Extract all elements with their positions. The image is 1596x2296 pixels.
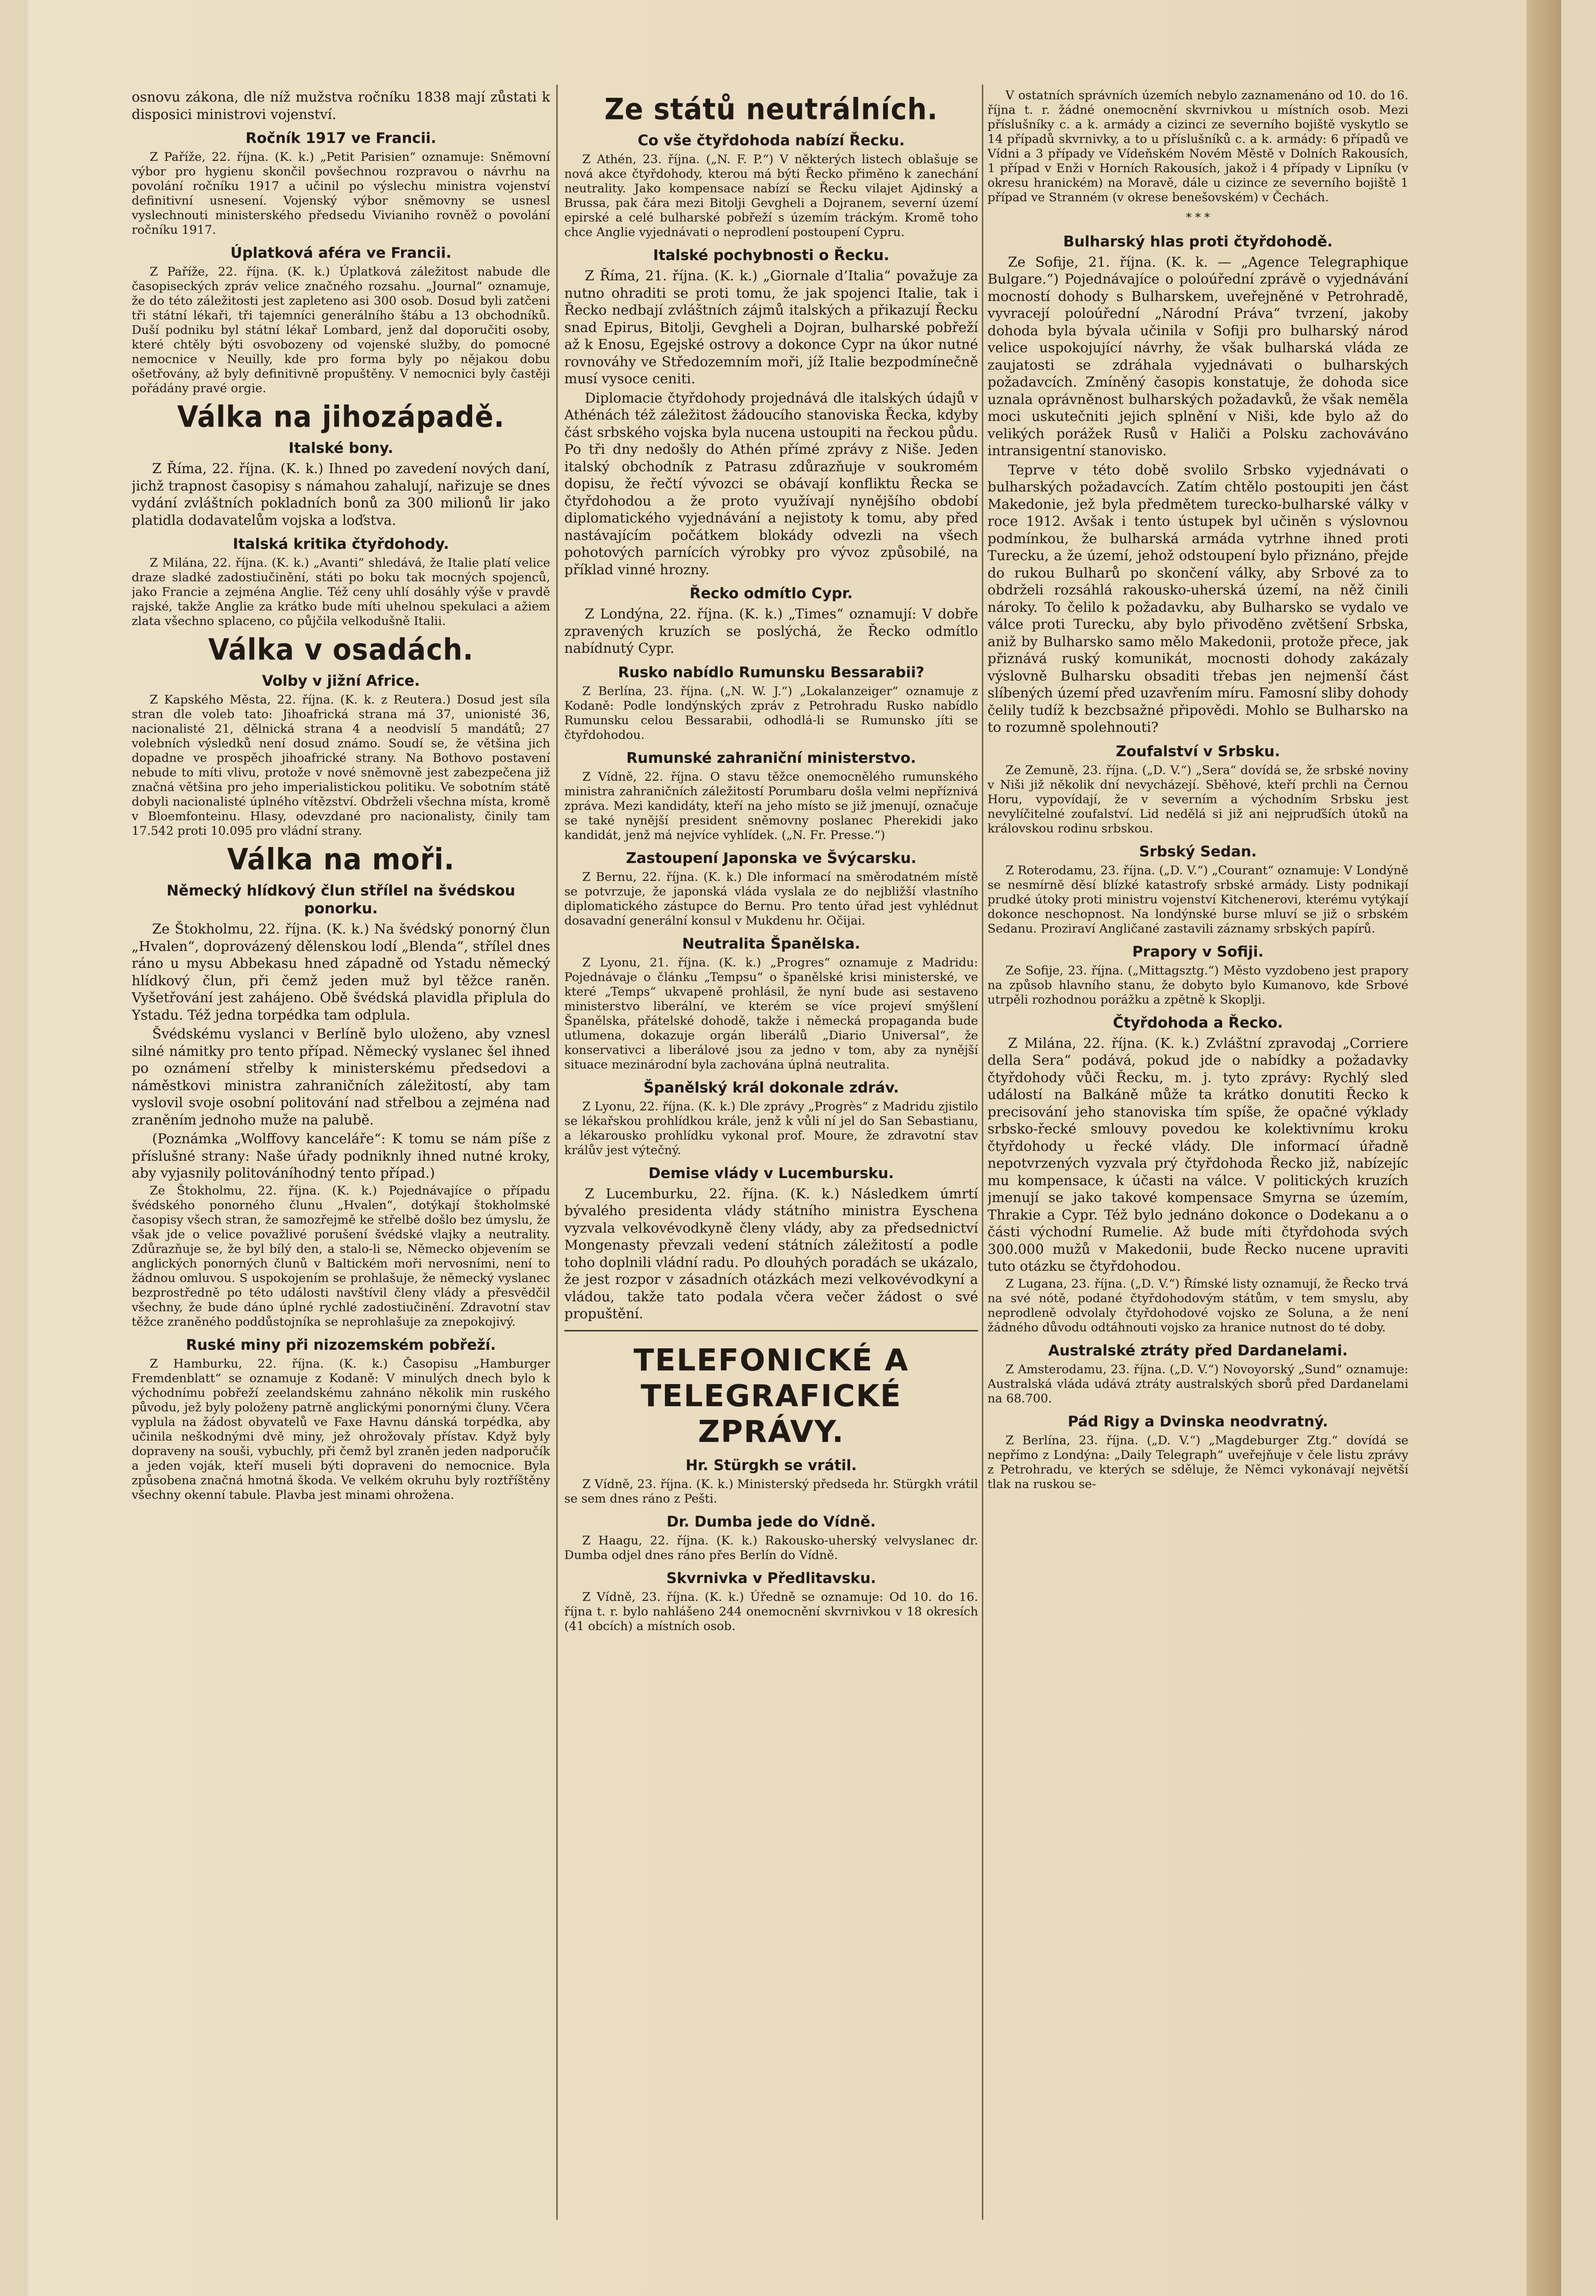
article-heading: Italská kritika čtyřdohody. xyxy=(233,536,449,553)
article-text: Z Lugana, 23. října. („D. V.“) Římské listy oznamují, že Řecko trvá na své nótě, podané čtyřdohodovým státům, v tem smyslu, aby neprodleně odvolaly čtyřdohodové vojsko ze Soluna, a že není žádného důvodu odtáhnouti vojsko za hranice nutnost do té doby. xyxy=(988,1276,1408,1335)
column-1 xyxy=(132,88,550,2214)
article-heading: Úplatková aféra ve Francii. xyxy=(230,245,452,261)
article-text: Z Haagu, 22. října. (K. k.) Rakousko-uherský velvyslanec dr. Dumba odjel dnes ráno přes Berlín do Vídně. xyxy=(564,1533,978,1562)
stars-separator: * * * xyxy=(1185,211,1210,224)
article-heading: Rusko nabídlo Rumunsku Bessarabii? xyxy=(618,664,924,681)
page-edge xyxy=(1526,0,1561,2296)
article-text: Z Lyonu, 22. října. (K. k.) Dle zprávy „Progrès“ z Madridu zjistilo se lékařskou prohlídkou krále, jenž k vůli ní jel do San Sebastianu, a lékarousko prohlídku vykonal prof. Moure, že zdravotní stav králův jest výtečný. xyxy=(564,1099,978,1157)
article-text: Z Kapského Města, 22. října. (K. k. z Reutera.) Dosud jest síla stran dle voleb tato: Jihoafrická strana má 37, unionisté 36, nacionalisté 21, dělnická strana 4 a neodvislí 5 mandátů; 27 volebních výsledků není dosud známo. Soudí se, že většina jich dopadne ve prospěch jihoafrické strany. Na Bothovo postavení nebude to míti vlivu, protože v nové sněmovně jest zabezpečena již značná většina pro jeho imperialistickou politiku. Ve sobotním státě dobyli nacionalisté úplného vítězství. Obdrželi všechna místa, kromě v Bloemfonteinu. Hlasy, odevzdané pro nacionalisty, činily tam 17.542 proti 10.095 pro vládní strany. xyxy=(132,693,550,838)
article-text: (Poznámka „Wolffovy kanceláře“: K tomu se nám píše z příslušné strany: Naše úřady podniknly ihned nutné kroky, aby vyjasnily politováníhodný tento případ.) xyxy=(132,1131,550,1181)
article-heading: Hr. Stürgkh se vrátil. xyxy=(685,1457,857,1474)
article-text: Ze Zemuně, 23. října. („D. V.“) „Sera“ dovídá se, že srbské noviny v Niši již několik dní nevycházejí. Sběhové, kteří prchli na Černou Horu, vypovídají, že v severním a východním Srbsku jest nevylíčitelné zoufalství. Lid nedělá si již ani nejpruďších útoků na královskou rodinu srbskou. xyxy=(988,763,1408,836)
article-text: Diplomacie čtyřdohody projednává dle italských údajů v Athénách též záležitost žádoucího stanoviska Řecka, kdyby část srbského vojska byla nucena ustoupiti na řeckou půdu. Po tři dny nedošly do Athén přímé zprávy z Niše. Jeden italský obchodník z Patrasu zdůrazňuje v soukromém dopisu, že řečtí vývozci se obávají konfliktu Řecka se čtyřdohodou a že proto využívají nynějšího období diplomatického vyjednávání a nejistoty k tomu, aby před nastávajícím počátkem blokády odvezli na všech pohotových parnících výrobky pro vývoz způsobilé, na příklad vinné hrozny. xyxy=(564,389,978,578)
article-heading: Rumunské zahraniční ministerstvo. xyxy=(626,749,916,767)
article-text: Z Lyonu, 21. října. (K. k.) „Progres“ oznamuje z Madridu: Pojednávaje o článku „Tempsu“ o španělské krisi ministerské, ve které „Temps“ ukvapeně prohlásil, že nyní bude asi sestaveno ministerstvo liberální, ve kterém se více projeví smýšlení Španělska, přátelské dohodě, takže i německá propaganda bude utlumena, dokazuje orgán liberálů „Diario Universal“, že konservativci a liberálové jsou za jedno v tom, aby za nynější situace mezinárodní byla zachována úplná neutralita. xyxy=(564,955,978,1072)
article-text: Z Vídně, 23. října. (K. k.) Ministerský předseda hr. Stürgkh vrátil se sem dnes ráno z Pešti. xyxy=(564,1477,978,1506)
article-heading: Neutralita Španělska. xyxy=(682,935,861,952)
telegraph-section-heading: TELEFONICKÉ A TELEGRAFICKÉ ZPRÁVY. xyxy=(633,1343,909,1449)
article-text: Z Vídně, 23. října. (K. k.) Úředně se oznamuje: Od 10. do 16. října t. r. bylo nahlášeno 244 onemocnění skvrnivkou v 18 okresích (41 obcích) a místních osob. xyxy=(564,1590,978,1633)
article-heading: Co vše čtyřdohoda nabízí Řecku. xyxy=(638,132,905,149)
article-heading: Ročník 1917 ve Francii. xyxy=(245,130,436,147)
column-3 xyxy=(988,88,1408,2214)
column-rule xyxy=(982,85,983,2220)
article-heading: Řecko odmítlo Cypr. xyxy=(689,585,853,602)
article-heading: Volby v jižní Africe. xyxy=(262,673,420,689)
section-heading: Ze států neutrálních. xyxy=(604,92,938,127)
article-text: Z Bernu, 22. října. (K. k.) Dle informací na směrodatném místě se potvrzuje, že japonská vláda vyslala ze do nejbližší vlastního diplomatického zástupce do Bernu. Pro tento úřad jest vyhlédnut dosavadní generální konsul v Mukdenu hr. Očijai. xyxy=(564,870,978,928)
article-text: Z Amsterodamu, 23. října. („D. V.“) Novoyorský „Sund“ oznamuje: Australská vláda udává ztráty australských sborů před Dardanelami na 68.700. xyxy=(988,1362,1408,1406)
column-rule xyxy=(556,85,558,2220)
article-text: Z Vídně, 22. října. O stavu těžce onemocnělého rumunského ministra zahraničních záležitostí Porumbaru došla velmi nepříznivá zpráva. Mezi kandidáty, kteří na jeho místo se již jmenují, označuje se také nynější president sněmovny poslanec Pherekidi jako kandidát, jenž má nejvíce vyhlídek. („N. Fr. Presse.“) xyxy=(564,769,978,842)
article-text: Ze Štokholmu, 22. října. (K. k.) Na švédský ponorný člun „Hvalen“, doprovázený dělenskou lodí „Blenda“, střílel dnes ráno u mysu Abbekasu hned západně od Ystadu německý hlídkový člun, při čemž jeden muž byl těžce raněn. Vyšetřování jest zahájeno. Obě švédská plavidla připlula do Ystadu. Též jedna torpédka tam odplula. xyxy=(132,921,550,1023)
article-heading: Zastoupení Japonska ve Švýcarsku. xyxy=(626,849,917,867)
article-text: Z Paříže, 22. října. (K. k.) Úplatková záležitost nabude dle časopiseckých zpráv velice značného rozsahu. „Journal“ oznamuje, že do této záležitosti jest zapleteno asi 300 osob. Dosud byli zatčeni tři státní lékaři, tři tajemníci generálního štábu a 13 obchodníků. Duší podniku byl státní lékař Lombard, jenž dal doporučiti osoby, které chtěly býti osvobozeny od vojenské služby, do pomocné nemocnice v Neuilly, kde pro forma byly po nějakou dobu ošetřovány, až byly definitivně propuštěny. V nemocnici byly častěji pořádány pravé orgie. xyxy=(132,265,550,396)
article-heading: Italské bony. xyxy=(288,440,394,457)
article-text: Z Athén, 23. října. („N. F. P.“) V některých listech oblašuje se nová akce čtyřdohody, kterou má býti Řecko přiměno k zanechání neutrality. Jako kompensace nabízí se Řecku vilajet Ajdinský a Brussa, pak čára mezi Bitolji Gevgheli a Dojranem, severní území epirské a celé bulharské pobřeží s územím tráckým. Kromě toho chce Anglie vyjednávati o neprodlení postoupení Cypru. xyxy=(564,152,978,239)
article-heading: Demise vlády v Lucembursku. xyxy=(648,1164,894,1182)
article-heading: Pád Rigy a Dvinska neodvratný. xyxy=(1067,1413,1328,1430)
article-heading: Skvrnivka v Předlitavsku. xyxy=(666,1569,876,1587)
article-heading: Australské ztráty před Dardanelami. xyxy=(1048,1342,1348,1359)
article-text: Ze Štokholmu, 22. října. (K. k.) Pojednávajíce o případu švédského ponorného člunu „Hvalen“, dotýkají štokholmské časopisy všech stran, že samozřejmě ke střelbě došlo bez úmyslu, že však jde o velice považlivé porušení švédské vlajky a neutrality. Zdůrazňuje se, že byl bílý den, a stalo-li se, Německo objevením se anglických ponorných člunů v Baltickém moři nervosními, není to žádnou omluvou. S uspokojením se prohlašuje, že německý vyslanec bezprostředně po této události navštívil členy vlády a přesvědčil všechny, že bude dáno úplné rychlé zadostiučinění. Zdravotní stav těžce zraněného poddůstojníka se neprohlašuje za znepokojivý. xyxy=(132,1183,550,1329)
article-heading: Španělský král dokonale zdráv. xyxy=(643,1079,899,1096)
article-text: Z Milána, 22. října. (K. k.) Zvláštní zpravodaj „Corriere della Sera“ podává, pokud jde o nabídky a požadavky čtyřdohody vůči Řecku, m. j. tyto zprávy: Rychlý sled událostí na Balkáně může ta krátko donutiti Řecko k precisování jeho stanoviska tím spíše, že opačné výklady srbsko-řecké smlouvy povedou ke kolektivnímu kroku čtyřdohody u řecké vlády. Dle informací úřadně nepotvrzených vyzvala prý čtyřdohoda Řecko již, nabízejíc mu kompensace, k účasti na válce. V politických kruzích jmenují se jako takové kompensace Smyrna se územím, Thrakie a Cypr. Též bylo jednáno dokonce o Dodekanu a o části východní Rumelie. Až bude míti čtyřdohoda svých 300.000 mužů v Makedonii, bude Řecko nucene upraviti tuto otázku se čtyřdohodou. xyxy=(988,1035,1408,1274)
article-heading: Prapory v Sofiji. xyxy=(1132,943,1264,960)
article-heading: Dr. Dumba jede do Vídně. xyxy=(666,1513,876,1530)
article-text: Ze Sofije, 23. října. („Mittagsztg.“) Město vyzdobeno jest prapory na způsob hlavního stanu, že dobyto bylo Kumanovo, kde Srbové utrpěli rozhodnou porážku a zpětně k Skoplji. xyxy=(988,963,1408,1007)
article-text: Švédskému vyslanci v Berlíně bylo uloženo, aby vznesl silné námitky pro tento případ. Německý vyslanec šel ihned po oznámení střelby k ministerskému předsedovi a náměstkovi ministra zahraničních záležitostí, aby tam vyslovil svoje osobní politování nad střelbou a zejména nad zraněním jednoho muže na palubě. xyxy=(132,1026,550,1128)
article-heading: Německý hlídkový člun střílel na švédskou ponorku. xyxy=(166,882,515,917)
article-text: Z Říma, 21. října. (K. k.) „Giornale d’Italia“ považuje za nutno ohraditi se proti tomu, že jak spojenci Italie, tak i Řecko nedbají zvláštních zájmů italských a přikazují Řecku snad Epirus, Bitolji, Gevgheli a Dojran, bulharské pobřeží až k Enosu, Egejské ostrovy a dokonce Cypr na úkor nutné rovnováhy ve Středozemním moři, jíž Italie bezpodmínečně musí vysoce ceniti. xyxy=(564,268,978,387)
article-text: Z Říma, 22. října. (K. k.) Ihned po zavedení nových daní, jichž trapnost časopisy s námahou zahalují, nařizuje se dnes vydání zvláštních pokladních bonů za 300 milionů lir jako platidla dodavatelům vojska a loďstva. xyxy=(132,460,550,528)
article-text: osnovu zákona, dle níž mužstva ročníku 1838 mají zůstati k disposici ministrovi vojenství. xyxy=(132,89,550,122)
article-heading: Srbský Sedan. xyxy=(1139,843,1257,860)
section-heading: Válka na jihozápadě. xyxy=(177,399,505,434)
article-text: V ostatních správních územích nebylo zaznamenáno od 10. do 16. října t. r. žádné onemocnění skvrnivkou u místních osob. Mezi příslušníky c. a k. armády a cizinci ze severního bojiště vyskytlo se 14 případů skvrnivky, a to u příslušníků c. a k. armády: 6 případů ve Vídni a 3 případy ve Vídeňském Novém Městě v Dolních Rakousích, 1 případ v Enži v Horních Rakousích, jakož i 4 případy v Lipníku (v okresu hranickém) na Moravě, dále u cizince ze severního bojiště 1 případ ve Stranném (v okrese benešovském) v Čechách. xyxy=(988,88,1408,205)
article-heading: Bulharský hlas proti čtyřdohodě. xyxy=(1063,233,1333,250)
article-text: Teprve v této době svolilo Srbsko vyjednávati o bulharských požadavcích. Zatím chtělo postoupiti jen část Makedonie, jež byla předmětem turecko-bulharské války v roce 1912. Avšak i tento ústupek byl učiněn s výslovnou podmínkou, že bulharská armáda vytrhne ihned proti Turecku, a že území, jehož odstoupení bylo přiznáno, přejde do rukou Bulharů po skončení války, aby Srbové za to obdrželi rozsáhlá rakousko-uherská území, na něž činili nároky. To čelilo k požadavku, aby Bulharsko se vydalo ve válce proti Turecku, aby bylo přivoděno zvětšení Srbska, aniž by Bulharsko samo mělo Makedonii, protože přece, jak přiznává ruský komunikát, mocnosti dohody zakázaly výslovně Bulharsku obsaditi třebas jen nejmenší část slíbených území před uzavřením míru. Famosní sliby dohody čelily tudíž k bezcbsažné připovědi. Mohlo se Bulharsko na to rozumně spolehnouti? xyxy=(988,461,1408,735)
article-heading: Čtyřdohoda a Řecko. xyxy=(1113,1014,1283,1031)
article-text: Z Milána, 22. října. (K. k.) „Avanti“ shledává, že Italie platí velice draze sladké zadostiučinění, státi po boku tak mocných spojenců, jako Francie a zejména Anglie. Též ceny uhlí dosáhly výše v pravdě rajské, takže Anglie za krátko bude míti uhelnou spekulaci a ažiem zlata všechno splaceno, co půjčila velkodušně Italii. xyxy=(132,556,550,628)
article-heading: Zoufalství v Srbsku. xyxy=(1115,743,1280,760)
divider xyxy=(564,1330,978,1331)
article-text: Z Hamburku, 22. října. (K. k.) Časopisu „Hamburger Fremdenblatt“ se oznamuje z Kodaně: V minulých dnech bylo k východnímu pobřeží zeelandskému zahnáno několik min ruského původu, jež byly položeny patrně anglickými ponornými čluny. Včera vyplula na žádost obyvatelů ve Faxe Havnu dánská torpédka, aby učinila neškodnými dvě miny, jež ohrožovaly přístav. Když byly dopraveny na souši, vybuchly, při čemž byl zraněn jeden nadporučík a jeden voják, kteří museli býti dopraveni do nemocnice. Byla způsobena značná hmotná škoda. Ve velkém okruhu byly roztříštěny všechny okenní tabule. Plavba jest minami ohrožena. xyxy=(132,1356,550,1502)
article-text: Z Berlína, 23. října. („D. V.“) „Magdeburger Ztg.“ dovídá se nepřímo z Londýna: „Daily Telegraph“ uveřejňuje v čele listu zprávy z Petrohradu, ve kterých se sděluje, že Němci vykonávají největší tlak na ruskou se- xyxy=(988,1433,1408,1491)
article-text: Z Berlína, 23. října. („N. W. J.“) „Lokalanzeiger“ oznamuje z Kodaně: Podle londýnských zpráv z Petrohradu Rusko nabídlo Rumunsku celou Bessarabii, odhodlá-li se Rumunsko jíti se čtyřdohodou. xyxy=(564,684,978,742)
article-heading: Italské pochybnosti o Řecku. xyxy=(653,247,890,264)
article-text: Z Paříže, 22. října. (K. k.) „Petit Parisien“ oznamuje: Sněmovní výbor pro hygienu skončil povšechnou rozpravou o návrhu na povolání ročníku 1917 a učinil po výslechu ministra vojenství definitivní usnesení. Vojenský výbor sněmovny se usnesl vyslechnouti ministerského předsedu Vivianiho rovněž o povolání ročníku 1917. xyxy=(132,150,550,237)
article-text: Z Roterodamu, 23. října. („D. V.“) „Courant“ oznamuje: V Londýně se nesmírně děsí blízké katastrofy srbské armády. Listy podnikají prudké útoky proti ministru vojenství Kitchenerovi, kterému vytýkají dokonce neschopnost. Na londýnské burse mluví se již o srbském Sedanu. Proziraví Angličané zastavili záznamy srbských papírů. xyxy=(988,863,1408,936)
article-text: Z Londýna, 22. října. (K. k.) „Times“ oznamují: V dobře zpravených kruzích se poslýchá, že Řecko odmítlo nabídnutý Cypr. xyxy=(564,606,978,656)
article-text: Z Lucemburku, 22. října. (K. k.) Následkem úmrtí bývalého presidenta vlády státního ministra Eyschena vyzvala velkovévodkyně členy vlády, aby za předsednictví Mongenasty převzali vedení státních záležitostí a podle toho doplnili vládní radu. Po dlouhých poradách se ukázalo, že jest rozpor v zásadních otázkách mezi velkovévodkyní a vládou, takže tato podala včera večer žádost o své propuštění. xyxy=(564,1185,978,1322)
section-heading: Válka v osadách. xyxy=(208,632,474,667)
column-2 xyxy=(564,88,978,2214)
article-text: Ze Sofije, 21. října. (K. k. — „Agence Telegraphique Bulgare.“) Pojednávajíce o poloúřední zprávě o vyjednávání mocností dohody s Bulharskem, uveřejněné v Petrohradě, vyvracejí poloúřední „Národní Práva“ tvrzení, jakoby dohoda byla bývala učinila v Sofiji pro bulharský národ velice uspokojující návrhy, že však bulharská vláda ze zaujatosti se zdráhala vyjednávati o bulharských požadavcích. Zmíněný časopis konstatuje, že dohoda sice uznala oprávněnost bulharských požadavků, že však neměla moci uskutečniti jejich splnění v Niši, kde bylo až do velikých porážek Rusů v Haliči a Polsku zachováváno intransigentní stanovisko. xyxy=(988,253,1408,459)
article-heading: Ruské miny při nizozemském pobřeží. xyxy=(186,1336,496,1354)
section-heading: Válka na moři. xyxy=(227,842,455,877)
